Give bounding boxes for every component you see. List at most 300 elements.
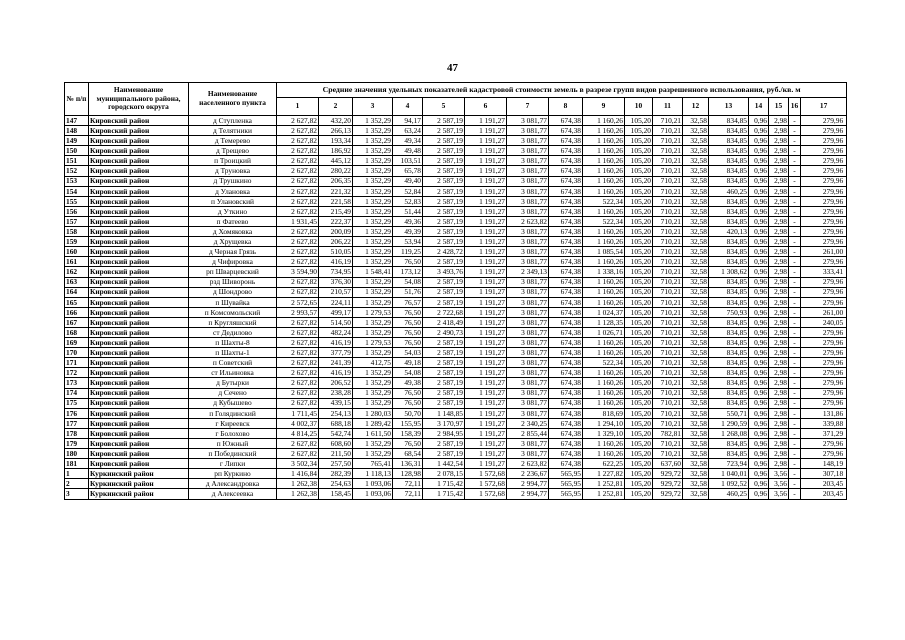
cell-g2: 221,58 [319,196,353,206]
cell-g1: 4 002,37 [277,418,319,428]
cell-g9: 1 252,81 [583,479,625,489]
cell-g13: 1 290,59 [709,418,749,428]
cell-g15: 2,98 [769,277,789,287]
cell-no: 178 [65,428,89,438]
header-group-13: 13 [709,98,749,116]
cell-g14: 0,96 [749,277,769,287]
cell-g12: 32,58 [683,489,709,499]
cell-g4: 173,12 [393,267,423,277]
cell-g14: 0,96 [749,136,769,146]
cell-no: 1 [65,469,89,479]
cell-g15: 2,98 [769,358,789,368]
cell-district: Кировский район [89,287,189,297]
cell-g6: 1 191,27 [465,216,507,226]
cell-g3: 1 352,29 [353,277,393,287]
cell-g15: 2,98 [769,126,789,136]
cell-g15: 2,98 [769,297,789,307]
cell-g17: 203,45 [801,489,847,499]
cell-g10: 105,20 [625,156,653,166]
table-row [65,237,847,247]
cell-g11: 710,21 [653,227,683,237]
cell-g5: 2 587,19 [423,378,465,388]
cell-g14: 0,96 [749,439,769,449]
cell-district: Кировский район [89,348,189,358]
cell-g2: 254,13 [319,408,353,418]
cell-g2: 499,17 [319,307,353,317]
cell-g7: 3 081,77 [507,317,549,327]
cell-g4: 54,08 [393,277,423,287]
cell-g2: 193,34 [319,136,353,146]
cell-g16: - [789,227,801,237]
cell-g7: 3 081,77 [507,206,549,216]
cell-g7: 2 623,82 [507,216,549,226]
cell-g15: 2,98 [769,116,789,126]
cell-g2: 280,22 [319,166,353,176]
cell-g16: - [789,378,801,388]
cell-g6: 1 191,27 [465,378,507,388]
cell-g13: 834,85 [709,368,749,378]
cell-g5: 2 587,19 [423,196,465,206]
cell-g17: 279,96 [801,449,847,459]
cell-g13: 834,85 [709,277,749,287]
cell-g1: 2 627,82 [277,287,319,297]
cell-g1: 2 627,82 [277,378,319,388]
cell-g14: 0,96 [749,428,769,438]
cell-place: п Шувайка [189,297,277,307]
cell-place: ст Дедилово [189,327,277,337]
cell-no: 149 [65,136,89,146]
cell-district: Кировский район [89,368,189,378]
table-row [65,227,847,237]
cell-g16: - [789,156,801,166]
cell-g12: 32,58 [683,126,709,136]
cell-district: Кировский район [89,176,189,186]
cell-g1: 1 711,45 [277,408,319,418]
cell-g12: 32,58 [683,146,709,156]
cell-g1: 2 627,82 [277,126,319,136]
cell-g15: 2,98 [769,156,789,166]
cell-g15: 2,98 [769,428,789,438]
cell-g14: 0,96 [749,317,769,327]
cell-g11: 929,72 [653,479,683,489]
cell-g12: 32,58 [683,418,709,428]
cell-g16: - [789,237,801,247]
cell-g10: 105,20 [625,237,653,247]
cell-g1: 1 416,84 [277,469,319,479]
cell-g13: 834,85 [709,398,749,408]
cell-g15: 2,98 [769,439,789,449]
cell-g5: 2 587,19 [423,227,465,237]
cadastral-value-table [64,82,847,500]
cell-g17: 279,96 [801,206,847,216]
cell-g6: 1 191,27 [465,166,507,176]
cell-place: д Алексеевка [189,489,277,499]
cell-district: Кировский район [89,408,189,418]
cell-g3: 412,75 [353,358,393,368]
table-row [65,418,847,428]
cell-g6: 1 191,27 [465,186,507,196]
cell-g5: 2 587,19 [423,146,465,156]
cell-g9: 1 160,26 [583,277,625,287]
table-row [65,338,847,348]
cell-g10: 105,20 [625,146,653,156]
cell-place: д Бутырки [189,378,277,388]
cell-g17: 333,41 [801,267,847,277]
cell-district: Кировский район [89,126,189,136]
cell-no: 160 [65,247,89,257]
cell-g16: - [789,267,801,277]
cell-place: д Темерево [189,136,277,146]
cell-g8: 674,38 [549,166,583,176]
cell-g16: - [789,247,801,257]
cell-g5: 2 587,19 [423,216,465,226]
cell-g2: 416,19 [319,257,353,267]
cell-g12: 32,58 [683,469,709,479]
cell-g13: 460,25 [709,489,749,499]
cell-g12: 32,58 [683,459,709,469]
cell-no: 161 [65,257,89,267]
cell-g7: 3 081,77 [507,237,549,247]
cell-g16: - [789,418,801,428]
cell-no: 177 [65,418,89,428]
cell-g11: 710,21 [653,439,683,449]
cell-g6: 1 191,27 [465,297,507,307]
cell-district: Куркинский район [89,469,189,479]
cell-g3: 1 289,42 [353,418,393,428]
cell-g10: 105,20 [625,489,653,499]
cell-place: д Трещево [189,146,277,156]
cell-g4: 76,57 [393,297,423,307]
cell-g13: 834,85 [709,449,749,459]
cell-g5: 2 418,49 [423,317,465,327]
cell-g11: 710,21 [653,317,683,327]
cell-g13: 834,85 [709,317,749,327]
cell-g13: 834,85 [709,247,749,257]
cell-g4: 76,50 [393,388,423,398]
cell-g10: 105,20 [625,338,653,348]
cell-place: д Трушкино [189,176,277,186]
cell-g12: 32,58 [683,398,709,408]
cell-district: Кировский район [89,358,189,368]
cell-district: Кировский район [89,277,189,287]
table-row [65,368,847,378]
cell-g12: 32,58 [683,166,709,176]
cell-g3: 1 352,29 [353,368,393,378]
cell-g11: 710,21 [653,257,683,267]
cell-g1: 2 627,82 [277,237,319,247]
cell-g17: 279,96 [801,368,847,378]
cell-g17: 261,00 [801,307,847,317]
cell-g7: 2 994,77 [507,489,549,499]
cell-g11: 710,21 [653,126,683,136]
cell-g7: 3 081,77 [507,358,549,368]
cell-g15: 2,98 [769,368,789,378]
cell-g5: 1 715,42 [423,489,465,499]
cell-g12: 32,58 [683,176,709,186]
cell-g16: - [789,287,801,297]
cell-g4: 53,94 [393,237,423,247]
cell-g5: 2 587,19 [423,277,465,287]
cell-g17: 279,96 [801,277,847,287]
cell-g14: 0,96 [749,469,769,479]
table-row [65,307,847,317]
cell-g6: 1 191,27 [465,247,507,257]
cell-g17: 279,96 [801,126,847,136]
cell-g4: 68,54 [393,449,423,459]
cell-g1: 2 627,82 [277,227,319,237]
cell-g16: - [789,368,801,378]
cell-g10: 105,20 [625,206,653,216]
cell-g16: - [789,449,801,459]
cell-g7: 2 236,67 [507,469,549,479]
table-row [65,287,847,297]
table-row [65,176,847,186]
cell-g13: 834,85 [709,439,749,449]
cell-g11: 710,21 [653,327,683,337]
cell-g15: 2,98 [769,186,789,196]
cell-g17: 279,96 [801,297,847,307]
cell-g3: 1 352,29 [353,388,393,398]
cell-g16: - [789,459,801,469]
cell-g12: 32,58 [683,227,709,237]
cell-g8: 674,38 [549,126,583,136]
cell-g12: 32,58 [683,479,709,489]
cell-g14: 0,96 [749,287,769,297]
cell-district: Кировский район [89,327,189,337]
cell-g4: 76,50 [393,439,423,449]
cell-no: 165 [65,297,89,307]
cell-district: Кировский район [89,297,189,307]
cell-g11: 710,21 [653,247,683,257]
cell-g12: 32,58 [683,439,709,449]
cell-g4: 52,84 [393,186,423,196]
cell-g11: 710,21 [653,348,683,358]
cell-g9: 1 338,16 [583,267,625,277]
header-group-5: 5 [423,98,465,116]
cell-g9: 1 160,26 [583,287,625,297]
cell-g13: 834,85 [709,166,749,176]
cell-g6: 1 191,27 [465,348,507,358]
cell-g16: - [789,398,801,408]
cell-g12: 32,58 [683,378,709,388]
cell-no: 164 [65,287,89,297]
cell-g4: 49,34 [393,136,423,146]
cell-g7: 3 081,77 [507,186,549,196]
cell-g9: 1 160,26 [583,439,625,449]
cell-g9: 1 160,26 [583,206,625,216]
cell-g11: 710,21 [653,267,683,277]
header-group-10: 10 [625,98,653,116]
cell-district: Кировский район [89,459,189,469]
cell-g9: 1 227,82 [583,469,625,479]
cell-place: п Южный [189,439,277,449]
cell-g5: 2 587,19 [423,237,465,247]
cell-g13: 834,85 [709,287,749,297]
header-group-15: 15 [769,98,789,116]
cell-g1: 2 627,82 [277,368,319,378]
cell-g3: 765,41 [353,459,393,469]
cell-g14: 0,96 [749,257,769,267]
table-row [65,247,847,257]
cell-g9: 1 160,26 [583,237,625,247]
cell-g8: 674,38 [549,408,583,418]
cell-g15: 2,98 [769,136,789,146]
cell-g16: - [789,428,801,438]
cell-g4: 52,83 [393,196,423,206]
table-row [65,348,847,358]
cell-district: Кировский район [89,388,189,398]
header-group-7: 7 [507,98,549,116]
cell-g5: 2 587,19 [423,449,465,459]
cell-g3: 1 279,53 [353,338,393,348]
cell-g11: 710,21 [653,277,683,287]
cell-g6: 1 191,27 [465,156,507,166]
cell-g16: - [789,317,801,327]
cell-g10: 105,20 [625,469,653,479]
cell-g12: 32,58 [683,287,709,297]
table-row [65,479,847,489]
cell-g8: 674,38 [549,297,583,307]
cell-g1: 2 627,82 [277,358,319,368]
cell-g10: 105,20 [625,297,653,307]
cell-g17: 279,96 [801,348,847,358]
cell-g15: 2,98 [769,398,789,408]
cell-g14: 0,96 [749,368,769,378]
cell-g2: 416,19 [319,338,353,348]
cell-g3: 1 352,29 [353,327,393,337]
cell-g5: 2 587,19 [423,338,465,348]
cell-g12: 32,58 [683,116,709,126]
cell-g8: 674,38 [549,237,583,247]
cell-g15: 2,98 [769,176,789,186]
cell-g9: 1 252,81 [583,489,625,499]
cell-g8: 674,38 [549,176,583,186]
table-row [65,358,847,368]
cell-g7: 3 081,77 [507,277,549,287]
header-no: № п/п [65,83,89,116]
cell-g8: 674,38 [549,287,583,297]
cell-g13: 834,85 [709,196,749,206]
cell-g8: 674,38 [549,398,583,408]
cell-g17: 307,18 [801,469,847,479]
cell-g12: 32,58 [683,408,709,418]
cell-g16: - [789,469,801,479]
cell-g6: 1 191,27 [465,237,507,247]
cell-g4: 54,08 [393,368,423,378]
cell-g8: 674,38 [549,247,583,257]
cell-g4: 155,95 [393,418,423,428]
cell-g2: 215,49 [319,206,353,216]
header-group-4: 4 [393,98,423,116]
cell-g17: 279,96 [801,186,847,196]
cell-g3: 1 352,29 [353,186,393,196]
cell-g12: 32,58 [683,327,709,337]
cell-g7: 3 081,77 [507,449,549,459]
cell-g11: 710,21 [653,136,683,146]
cell-g3: 1 352,29 [353,166,393,176]
cell-g13: 1 268,08 [709,428,749,438]
cell-g17: 279,96 [801,287,847,297]
cell-g5: 2 587,19 [423,166,465,176]
cell-no: 169 [65,338,89,348]
cell-g1: 4 814,25 [277,428,319,438]
cell-g12: 32,58 [683,358,709,368]
cell-g5: 2 490,73 [423,327,465,337]
cell-g15: 2,98 [769,338,789,348]
cell-g5: 1 715,42 [423,479,465,489]
cell-g3: 1 352,29 [353,116,393,126]
cell-g9: 1 160,26 [583,176,625,186]
cell-g3: 1 118,13 [353,469,393,479]
cell-g17: 279,96 [801,388,847,398]
table-row [65,408,847,418]
cell-g2: 211,50 [319,449,353,459]
cell-g13: 834,85 [709,237,749,247]
cell-g7: 3 081,77 [507,348,549,358]
cell-g11: 929,72 [653,469,683,479]
cell-g10: 105,20 [625,439,653,449]
cell-g13: 1 040,01 [709,469,749,479]
cell-g8: 674,38 [549,156,583,166]
cell-g13: 834,85 [709,146,749,156]
cell-g15: 2,98 [769,408,789,418]
cell-g9: 1 160,26 [583,257,625,267]
cell-g2: 238,28 [319,388,353,398]
cell-g12: 32,58 [683,247,709,257]
cell-g10: 105,20 [625,166,653,176]
cell-g5: 2 587,19 [423,206,465,216]
cell-g8: 674,38 [549,418,583,428]
cell-district: Кировский район [89,398,189,408]
cell-g5: 2 587,19 [423,176,465,186]
cell-g7: 3 081,77 [507,247,549,257]
cell-g15: 2,98 [769,287,789,297]
cell-g4: 119,25 [393,247,423,257]
cell-g14: 0,96 [749,206,769,216]
cell-g5: 3 493,76 [423,267,465,277]
table-row [65,126,847,136]
cell-g4: 65,78 [393,166,423,176]
cell-g11: 710,21 [653,176,683,186]
cell-g14: 0,96 [749,247,769,257]
cell-g10: 105,20 [625,449,653,459]
cell-g2: 221,32 [319,186,353,196]
cell-g12: 32,58 [683,156,709,166]
cell-g16: - [789,196,801,206]
cell-g6: 1 191,27 [465,418,507,428]
cell-g2: 688,18 [319,418,353,428]
cell-g14: 0,96 [749,176,769,186]
cell-g17: 203,45 [801,479,847,489]
cell-no: 172 [65,368,89,378]
cell-g8: 674,38 [549,196,583,206]
cell-g3: 1 352,29 [353,126,393,136]
cell-g10: 105,20 [625,116,653,126]
cell-g2: 224,11 [319,297,353,307]
cell-g1: 2 627,82 [277,247,319,257]
cell-g7: 3 081,77 [507,126,549,136]
cell-district: Кировский район [89,116,189,126]
cell-g12: 32,58 [683,206,709,216]
cell-g13: 834,85 [709,348,749,358]
cell-g2: 439,15 [319,398,353,408]
cell-g1: 2 627,82 [277,206,319,216]
cell-g9: 1 329,10 [583,428,625,438]
cell-no: 156 [65,206,89,216]
cell-g11: 782,81 [653,428,683,438]
cell-g1: 2 993,57 [277,307,319,317]
table-row [65,267,847,277]
